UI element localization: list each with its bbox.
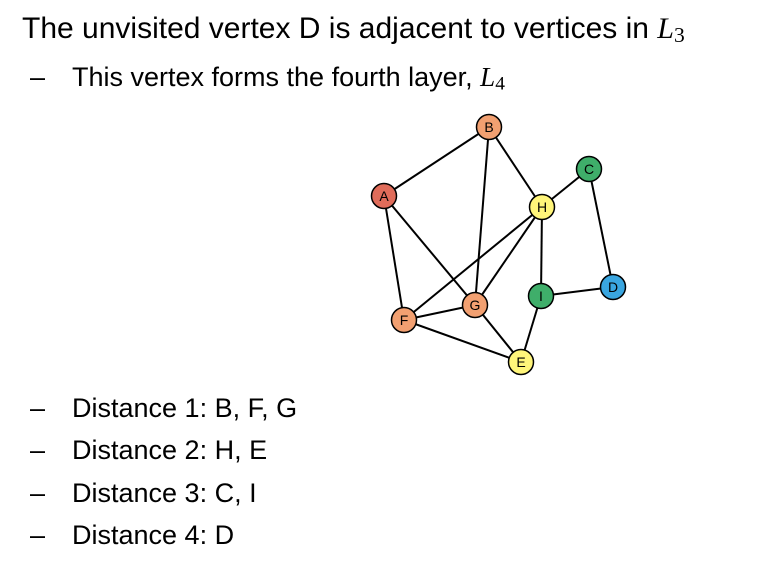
edge-h-i <box>541 207 542 296</box>
vertex-label: A <box>379 188 389 204</box>
subbullet-math-var: L <box>480 62 496 92</box>
bullet-dash: – <box>30 435 46 465</box>
distance-item-1 <box>30 393 297 424</box>
vertex-label: F <box>399 312 409 328</box>
distance-text: Distance 2: H, E <box>72 435 268 465</box>
vertex-label: B <box>484 119 494 135</box>
vertex-d <box>601 275 626 300</box>
vertex-g <box>463 293 488 318</box>
vertex-label: G <box>469 297 481 313</box>
vertex-label: I <box>539 288 543 304</box>
subbullet-math-sub: 4 <box>495 73 505 95</box>
title-math-sub: 3 <box>673 22 685 47</box>
vertex-h <box>530 195 555 220</box>
vertex-a <box>372 184 397 209</box>
distance-item-2 <box>30 435 267 466</box>
edge-a-g <box>384 196 475 305</box>
bullet-dash: – <box>30 478 46 508</box>
vertex-i <box>529 284 554 309</box>
vertex-label: H <box>536 199 548 215</box>
distance-item-4 <box>30 520 234 551</box>
distance-item-3 <box>30 478 257 509</box>
vertex-c <box>577 157 602 182</box>
edge-c-d <box>589 169 613 287</box>
vertex-label: E <box>516 354 526 370</box>
edge-b-h <box>489 127 542 207</box>
vertex-label: D <box>607 279 619 295</box>
bullet-dash: – <box>30 520 46 550</box>
subbullet-text: This vertex forms the fourth layer, <box>72 62 481 92</box>
edge-b-g <box>475 127 489 305</box>
bullet-dash: – <box>30 393 46 423</box>
distance-text: Distance 4: D <box>72 520 235 550</box>
edge-a-b <box>384 127 489 196</box>
distance-text: Distance 1: B, F, G <box>72 393 298 423</box>
vertex-label: C <box>583 161 595 177</box>
distance-text: Distance 3: C, I <box>72 478 257 508</box>
title-math-var: L <box>657 12 674 45</box>
edge-a-f <box>384 196 404 320</box>
vertex-e <box>509 350 534 375</box>
bullet-dash: – <box>30 62 46 92</box>
title-text: The unvisited vertex D is adjacent to vertices in <box>22 12 658 45</box>
vertex-f <box>392 308 417 333</box>
vertex-b <box>477 115 502 140</box>
